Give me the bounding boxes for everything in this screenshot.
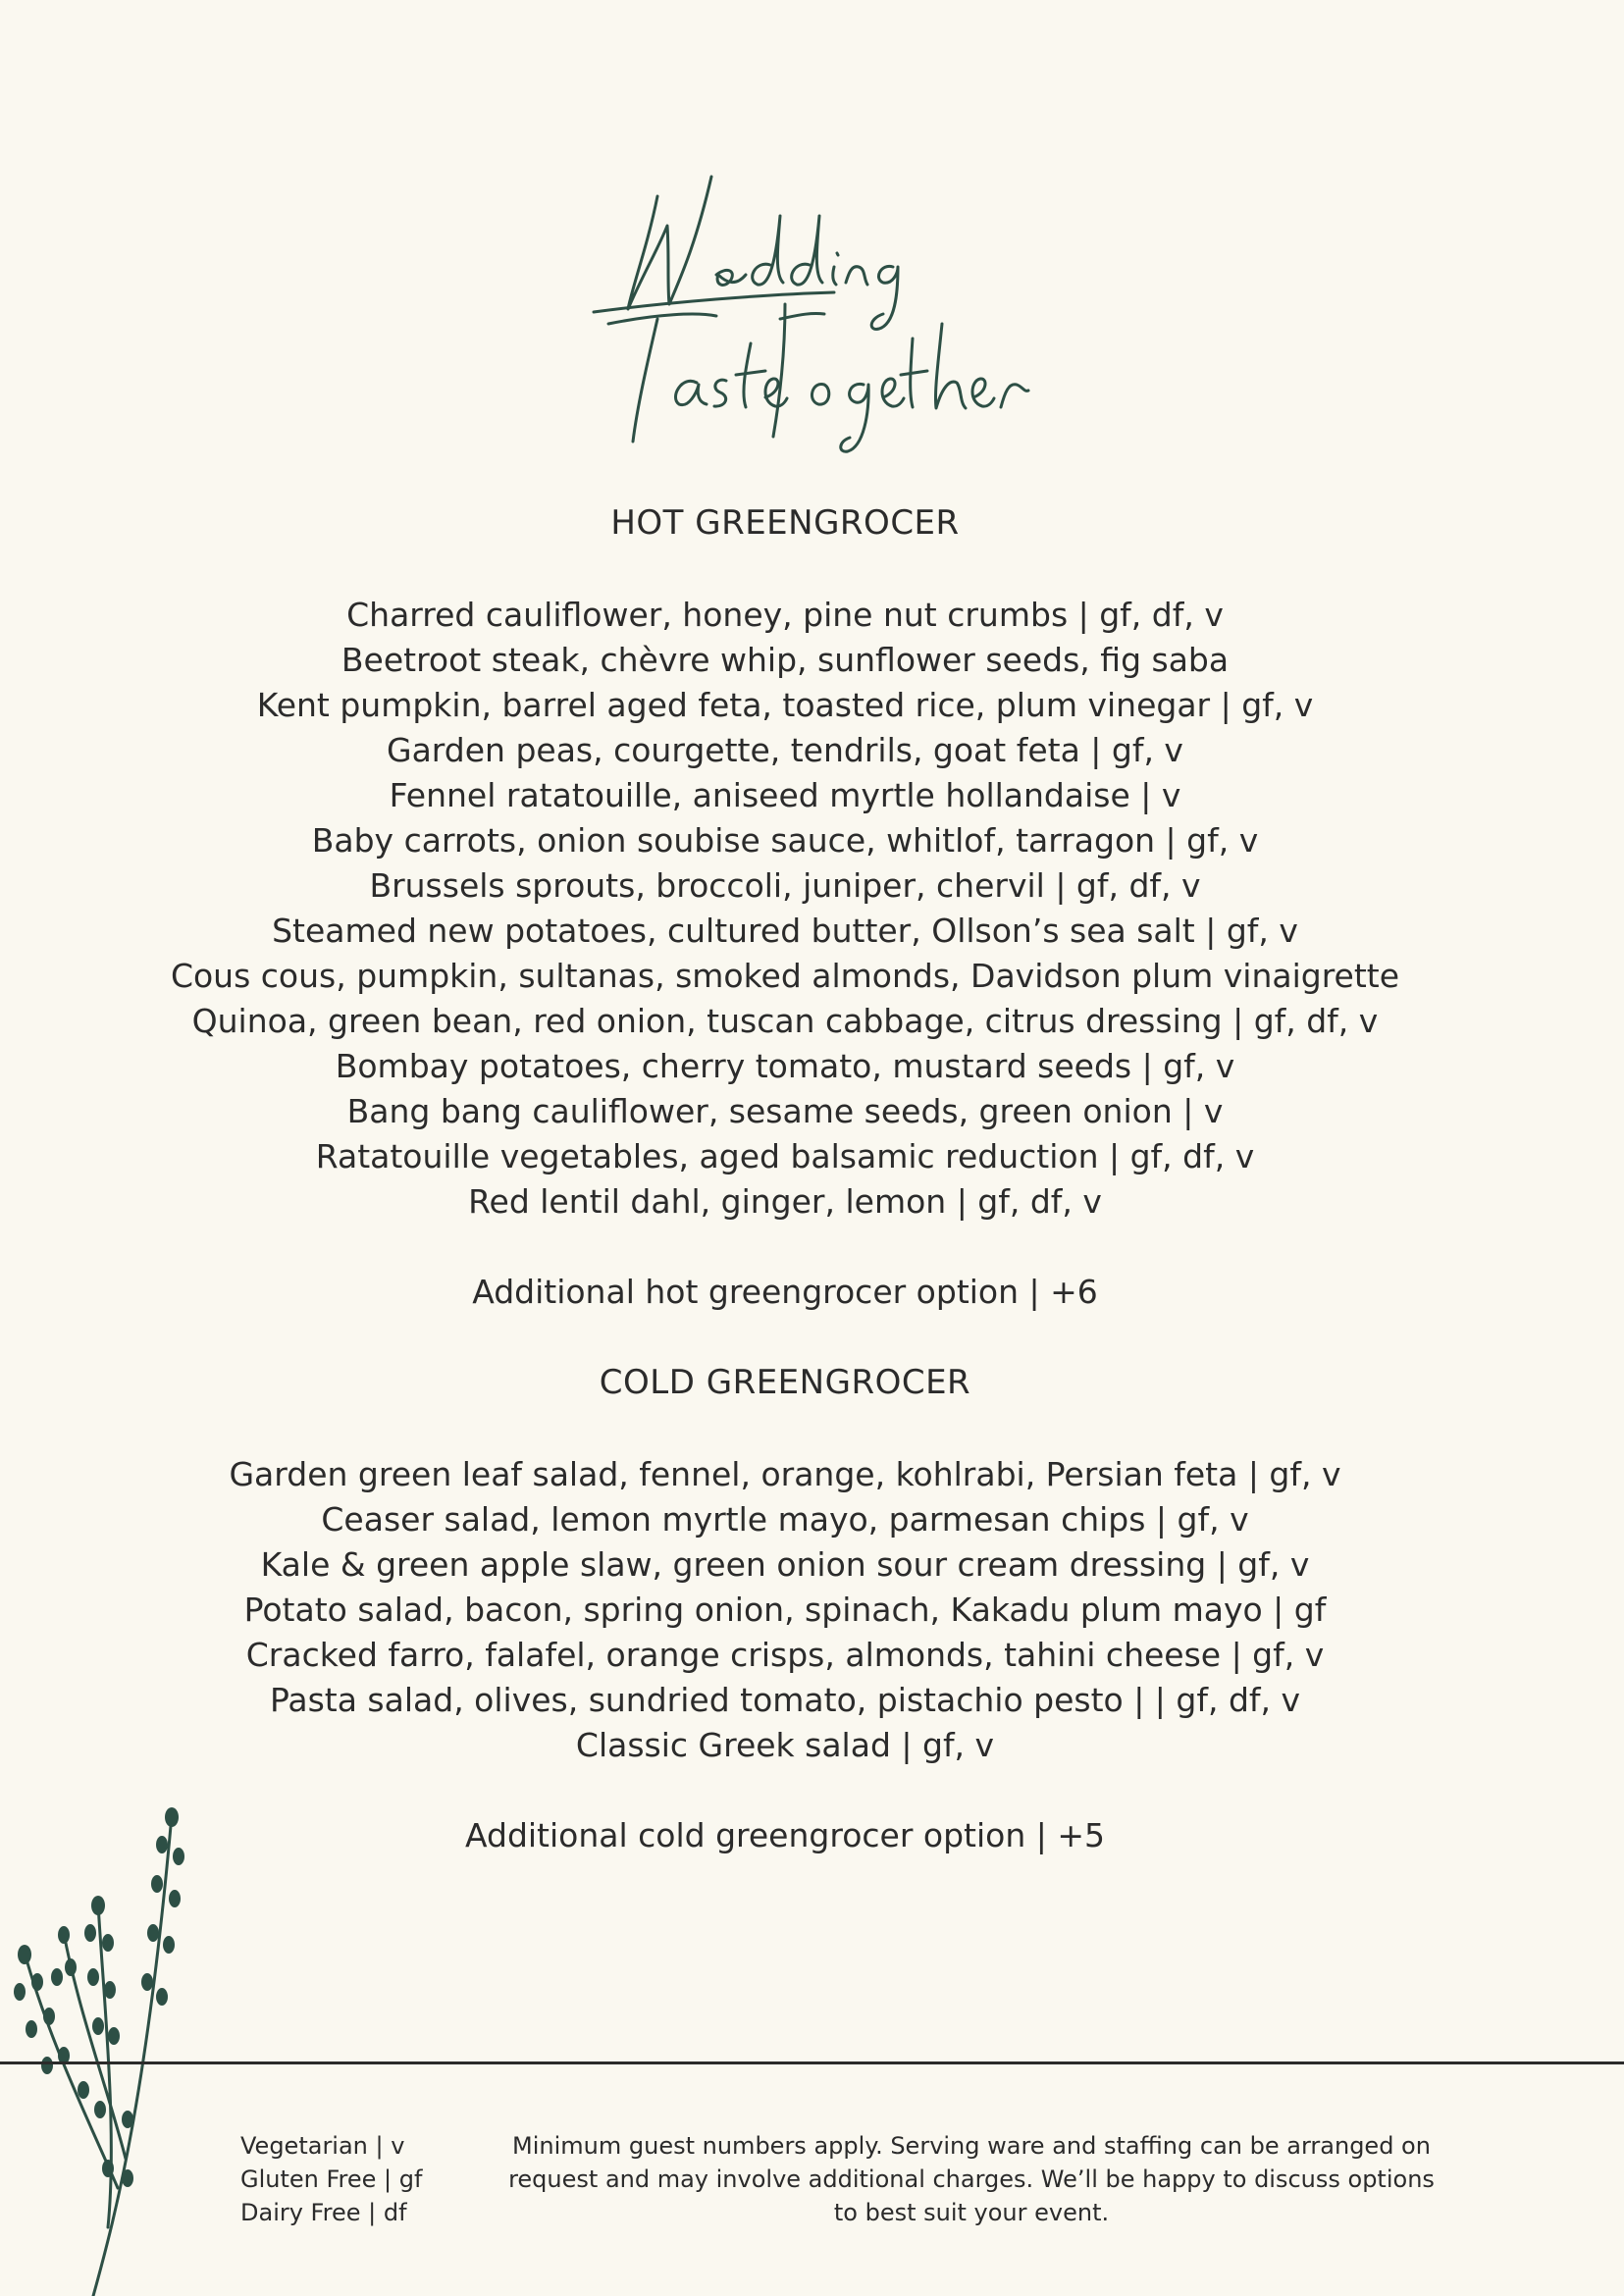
list-item: Baby carrots, onion soubise sauce, whitlof, tarragon | gf, v	[311, 821, 1259, 860]
menu-content	[0, 500, 1570, 1858]
cold-additional-option: Additional cold greengrocer option | +5	[465, 1816, 1105, 1854]
list-item: Beetroot steak, chèvre whip, sunflower seeds, fig saba	[341, 641, 1230, 679]
list-item: Classic Greek salad | gf, v	[575, 1726, 995, 1764]
list-item: Kent pumpkin, barrel aged feta, toasted rice, plum vinegar | gf, v	[256, 686, 1314, 724]
wedding-taste-together-script-logo	[589, 157, 1040, 471]
list-item: Ceaser salad, lemon myrtle mayo, parmesan chips | gf, v	[321, 1500, 1249, 1539]
herb-sprig-illustration	[10, 1796, 216, 2296]
list-item: Cracked farro, falafel, orange crisps, almonds, tahini cheese | gf, v	[245, 1636, 1325, 1674]
list-item: Charred cauliflower, honey, pine nut crumbs | gf, df, v	[346, 596, 1224, 634]
cold-greengrocer-list	[0, 1452, 1570, 1768]
legend-item: Dairy Free | df	[240, 2199, 407, 2226]
list-item: Steamed new potatoes, cultured butter, Ollson’s sea salt | gf, v	[272, 912, 1298, 950]
list-item: Garden green leaf salad, fennel, orange, kohlrabi, Persian feta | gf, v	[229, 1455, 1341, 1493]
list-item: Fennel ratatouille, aniseed myrtle hollandaise | v	[389, 776, 1181, 814]
legend-item: Vegetarian | v	[240, 2132, 405, 2160]
footer-note: Minimum guest numbers apply. Serving ware and staffing can be arranged on request and may involve additional charges. We’ll be happy to discuss options to best suit your event.	[508, 2132, 1435, 2226]
list-item: Kale & green apple slaw, green onion sour cream dressing | gf, v	[260, 1545, 1310, 1584]
legend-item: Gluten Free | gf	[240, 2166, 423, 2193]
list-item: Brussels sprouts, broccoli, juniper, chervil | gf, df, v	[369, 866, 1201, 905]
list-item: Bang bang cauliflower, sesame seeds, green onion | v	[346, 1092, 1224, 1130]
hot-greengrocer-list	[0, 593, 1570, 1225]
list-item: Ratatouille vegetables, aged balsamic reduction | gf, df, v	[315, 1137, 1255, 1175]
list-item: Quinoa, green bean, red onion, tuscan cabbage, citrus dressing | gf, df, v	[191, 1002, 1379, 1040]
hot-additional-option: Additional hot greengrocer option | +6	[472, 1273, 1098, 1311]
footer-divider	[0, 2061, 1624, 2064]
cold-greengrocer-heading: COLD GREENGROCER	[599, 1363, 971, 1402]
list-item: Bombay potatoes, cherry tomato, mustard seeds | gf, v	[335, 1047, 1235, 1085]
dietary-legend	[240, 2129, 422, 2229]
list-item: Cous cous, pumpkin, sultanas, smoked almonds, Davidson plum vinaigrette	[170, 957, 1400, 995]
hot-greengrocer-heading: HOT GREENGROCER	[610, 503, 960, 543]
list-item: Garden peas, courgette, tendrils, goat feta | gf, v	[387, 731, 1183, 769]
list-item: Pasta salad, olives, sundried tomato, pistachio pesto | | gf, df, v	[269, 1681, 1301, 1719]
list-item: Red lentil dahl, ginger, lemon | gf, df, v	[468, 1182, 1102, 1221]
list-item: Potato salad, bacon, spring onion, spinach, Kakadu plum mayo | gf	[243, 1591, 1327, 1629]
